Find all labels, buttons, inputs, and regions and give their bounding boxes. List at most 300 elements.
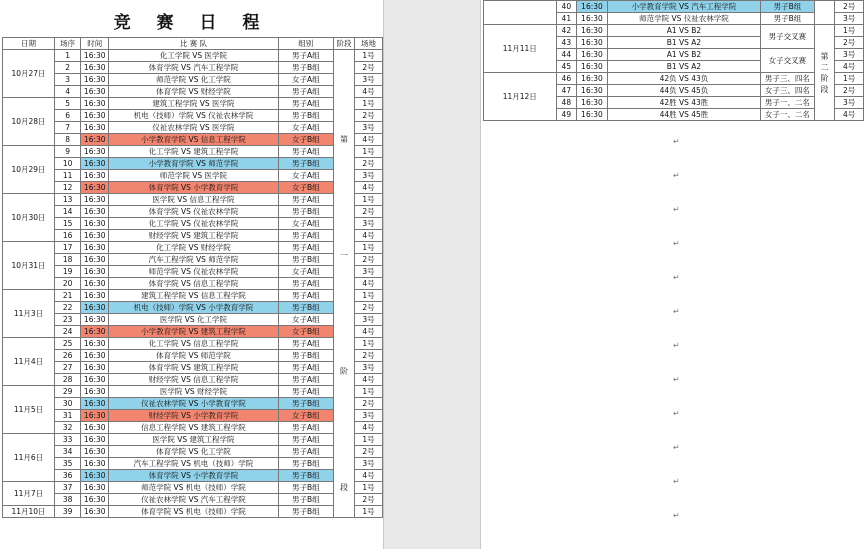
match-court: 4号 xyxy=(355,422,383,434)
match-time: 16:30 xyxy=(81,146,109,158)
stage-label-char: 第 xyxy=(820,51,829,61)
stage-label-char: 阶 xyxy=(820,73,829,83)
match-court: 3号 xyxy=(355,266,383,278)
match-court: 3号 xyxy=(355,170,383,182)
stage-label-char: 第 xyxy=(340,135,348,144)
match-court: 1号 xyxy=(355,194,383,206)
match-court: 1号 xyxy=(355,290,383,302)
match-teams: 师范学院 VS 化工学院 xyxy=(109,74,278,86)
match-time: 16:30 xyxy=(577,109,608,121)
match-group: 男子A组 xyxy=(278,374,333,386)
match-time: 16:30 xyxy=(81,290,109,302)
match-court: 4号 xyxy=(355,86,383,98)
match-number: 30 xyxy=(55,398,81,410)
match-teams: 机电（技师）学院 VS 小学教育学院 xyxy=(109,302,278,314)
match-court: 1号 xyxy=(355,506,383,518)
match-teams: 仪祉农林学院 VS 医学院 xyxy=(109,122,278,134)
match-court: 1号 xyxy=(355,482,383,494)
match-teams: 体育学院 VS 小学教育学院 xyxy=(109,182,278,194)
match-time: 16:30 xyxy=(577,61,608,73)
table-row xyxy=(3,254,383,266)
table-row xyxy=(3,302,383,314)
match-group: 女子B组 xyxy=(278,410,333,422)
paragraph-mark: ↵ xyxy=(673,443,680,452)
match-teams: 机电（技师）学院 VS 仪祉农林学院 xyxy=(109,110,278,122)
stage-label-char: 段 xyxy=(820,84,829,94)
table-row xyxy=(3,290,383,302)
match-number: 9 xyxy=(55,146,81,158)
match-court: 2号 xyxy=(355,158,383,170)
match-time: 16:30 xyxy=(577,1,608,13)
match-group: 男子一、二名 xyxy=(761,97,815,109)
match-group: 男子A组 xyxy=(278,194,333,206)
table-row xyxy=(3,146,383,158)
date-cell: 11月6日 xyxy=(3,434,55,482)
match-number: 2 xyxy=(55,62,81,74)
match-teams: 小学教育学院 VS 汽车工程学院 xyxy=(607,1,760,13)
match-time: 16:30 xyxy=(81,98,109,110)
page-title: 竞 赛 日 程 xyxy=(113,13,270,33)
match-number: 19 xyxy=(55,266,81,278)
match-court: 2号 xyxy=(835,1,864,13)
match-teams: 汽车工程学院 VS 师范学院 xyxy=(109,254,278,266)
match-time: 16:30 xyxy=(81,362,109,374)
match-time: 16:30 xyxy=(81,350,109,362)
match-court: 1号 xyxy=(355,98,383,110)
match-group: 女子B组 xyxy=(278,182,333,194)
match-teams: 财经学院 VS 信息工程学院 xyxy=(109,374,278,386)
date-cell: 11月4日 xyxy=(3,338,55,386)
match-number: 12 xyxy=(55,182,81,194)
table-row xyxy=(3,50,383,62)
match-number: 33 xyxy=(55,434,81,446)
date-cell: 10月30日 xyxy=(3,194,55,242)
match-time: 16:30 xyxy=(81,218,109,230)
match-time: 16:30 xyxy=(577,97,608,109)
match-court: 1号 xyxy=(835,73,864,85)
match-number: 24 xyxy=(55,326,81,338)
table-row xyxy=(3,398,383,410)
match-time: 16:30 xyxy=(81,434,109,446)
match-teams: 财经学院 VS 小学教育学院 xyxy=(109,410,278,422)
paragraph-mark: ↵ xyxy=(673,205,680,214)
table-row xyxy=(3,410,383,422)
match-teams: 体育学院 VS 汽车工程学院 xyxy=(109,62,278,74)
match-group: 男子A组 xyxy=(278,446,333,458)
date-cell: 11月12日 xyxy=(484,73,557,121)
match-time: 16:30 xyxy=(81,302,109,314)
match-teams: 师范学院 VS 机电（技师）学院 xyxy=(109,482,278,494)
match-number: 40 xyxy=(556,1,577,13)
paragraph-mark: ↵ xyxy=(673,137,680,146)
match-time: 16:30 xyxy=(81,494,109,506)
match-time: 16:30 xyxy=(81,74,109,86)
match-group: 男子B组 xyxy=(278,158,333,170)
match-teams: 体育学院 VS 机电（技师）学院 xyxy=(109,506,278,518)
header-match-no: 场序 xyxy=(55,38,81,50)
match-group: 女子三、四名 xyxy=(761,85,815,97)
match-time: 16:30 xyxy=(81,170,109,182)
match-court: 2号 xyxy=(355,254,383,266)
match-teams: 仪祉农林学院 VS 小学教育学院 xyxy=(109,398,278,410)
table-row xyxy=(3,374,383,386)
match-court: 3号 xyxy=(355,362,383,374)
match-time: 16:30 xyxy=(81,266,109,278)
table-row xyxy=(3,338,383,350)
schedule-table xyxy=(2,37,383,518)
match-teams: B1 VS A2 xyxy=(607,61,760,73)
match-group: 男子B组 xyxy=(278,302,333,314)
match-court: 2号 xyxy=(355,494,383,506)
match-court: 3号 xyxy=(355,122,383,134)
match-number: 21 xyxy=(55,290,81,302)
match-number: 5 xyxy=(55,98,81,110)
match-number: 13 xyxy=(55,194,81,206)
stage-label-char: 阶 xyxy=(340,367,348,376)
match-group: 男子A组 xyxy=(278,434,333,446)
match-number: 38 xyxy=(55,494,81,506)
match-number: 36 xyxy=(55,470,81,482)
match-court: 3号 xyxy=(355,314,383,326)
date-cell: 11月7日 xyxy=(3,482,55,506)
header-stage: 阶段 xyxy=(333,38,354,50)
table-row xyxy=(3,458,383,470)
paragraph-mark: ↵ xyxy=(673,409,680,418)
match-teams: 师范学院 VS 医学院 xyxy=(109,170,278,182)
match-number: 7 xyxy=(55,122,81,134)
match-court: 2号 xyxy=(835,37,864,49)
match-group: 男子A组 xyxy=(278,422,333,434)
table-row xyxy=(3,434,383,446)
match-court: 3号 xyxy=(835,49,864,61)
match-time: 16:30 xyxy=(81,134,109,146)
table-row xyxy=(3,206,383,218)
match-teams: 小学教育学院 VS 师范学院 xyxy=(109,158,278,170)
match-teams: 小学教育学院 VS 建筑工程学院 xyxy=(109,326,278,338)
match-number: 39 xyxy=(55,506,81,518)
match-number: 25 xyxy=(55,338,81,350)
table-row xyxy=(3,494,383,506)
match-teams: 建筑工程学院 VS 信息工程学院 xyxy=(109,290,278,302)
header-time: 时间 xyxy=(81,38,109,50)
match-teams: A1 VS B2 xyxy=(607,49,760,61)
table-row xyxy=(3,182,383,194)
date-cell: 11月11日 xyxy=(484,25,557,73)
paragraph-mark: ↵ xyxy=(673,273,680,282)
match-court: 2号 xyxy=(355,206,383,218)
match-number: 22 xyxy=(55,302,81,314)
match-group: 女子A组 xyxy=(278,218,333,230)
match-group: 女子交叉赛 xyxy=(761,49,815,73)
match-number: 11 xyxy=(55,170,81,182)
match-court: 4号 xyxy=(355,374,383,386)
match-number: 3 xyxy=(55,74,81,86)
match-number: 37 xyxy=(55,482,81,494)
match-court: 4号 xyxy=(355,134,383,146)
match-group: 男子B组 xyxy=(761,13,815,25)
match-group: 男子A组 xyxy=(278,278,333,290)
table-row xyxy=(3,194,383,206)
match-group: 男子交叉赛 xyxy=(761,25,815,49)
table-row xyxy=(3,110,383,122)
date-cell: 10月27日 xyxy=(3,50,55,98)
match-number: 41 xyxy=(556,13,577,25)
match-group: 男子B组 xyxy=(278,458,333,470)
match-number: 34 xyxy=(55,446,81,458)
match-number: 28 xyxy=(55,374,81,386)
table-row xyxy=(3,134,383,146)
match-group: 男子B组 xyxy=(278,206,333,218)
table-row xyxy=(484,1,864,13)
table-row xyxy=(3,386,383,398)
match-time: 16:30 xyxy=(81,446,109,458)
match-time: 16:30 xyxy=(81,482,109,494)
match-time: 16:30 xyxy=(81,230,109,242)
match-time: 16:30 xyxy=(81,110,109,122)
match-time: 16:30 xyxy=(81,278,109,290)
table-header-row xyxy=(3,38,383,50)
match-group: 女子A组 xyxy=(278,122,333,134)
match-teams: 体育学院 VS 仪祉农林学院 xyxy=(109,206,278,218)
match-time: 16:30 xyxy=(81,314,109,326)
match-number: 46 xyxy=(556,73,577,85)
match-court: 2号 xyxy=(355,110,383,122)
match-court: 3号 xyxy=(355,458,383,470)
match-number: 17 xyxy=(55,242,81,254)
match-number: 26 xyxy=(55,350,81,362)
match-time: 16:30 xyxy=(81,386,109,398)
table-row xyxy=(3,350,383,362)
header-group: 组别 xyxy=(278,38,333,50)
match-teams: 汽车工程学院 VS 机电（技师）学院 xyxy=(109,458,278,470)
match-number: 4 xyxy=(55,86,81,98)
header-date: 日期 xyxy=(3,38,55,50)
match-court: 2号 xyxy=(355,350,383,362)
table-row xyxy=(3,470,383,482)
match-teams: 化工学院 VS 仪祉农林学院 xyxy=(109,218,278,230)
match-teams: 小学教育学院 VS 信息工程学院 xyxy=(109,134,278,146)
match-number: 48 xyxy=(556,97,577,109)
match-time: 16:30 xyxy=(577,73,608,85)
match-group: 男子B组 xyxy=(278,110,333,122)
match-teams: 建筑工程学院 VS 医学院 xyxy=(109,98,278,110)
paragraph-mark: ↵ xyxy=(673,307,680,316)
match-court: 2号 xyxy=(355,398,383,410)
match-group: 男子A组 xyxy=(278,230,333,242)
match-group: 男子A组 xyxy=(278,50,333,62)
match-teams: 化工学院 VS 医学院 xyxy=(109,50,278,62)
match-time: 16:30 xyxy=(81,338,109,350)
paragraph-mark: ↵ xyxy=(673,511,680,520)
match-court: 3号 xyxy=(835,13,864,25)
schedule-table-continued xyxy=(483,0,864,121)
match-time: 16:30 xyxy=(81,122,109,134)
date-cell: 10月29日 xyxy=(3,146,55,194)
match-court: 1号 xyxy=(355,386,383,398)
paragraph-mark: ↵ xyxy=(673,239,680,248)
match-court: 4号 xyxy=(835,109,864,121)
stage-cell xyxy=(333,50,354,518)
table-row xyxy=(484,25,864,37)
match-teams: B1 VS A2 xyxy=(607,37,760,49)
match-group: 男子B组 xyxy=(761,1,815,13)
match-number: 35 xyxy=(55,458,81,470)
table-row xyxy=(3,314,383,326)
date-cell xyxy=(484,1,557,25)
match-teams: 医学院 VS 化工学院 xyxy=(109,314,278,326)
match-teams: 体育学院 VS 师范学院 xyxy=(109,350,278,362)
match-teams: 医学院 VS 财经学院 xyxy=(109,386,278,398)
match-number: 15 xyxy=(55,218,81,230)
date-cell: 10月28日 xyxy=(3,98,55,146)
match-group: 女子A组 xyxy=(278,266,333,278)
match-time: 16:30 xyxy=(577,85,608,97)
match-teams: 42负 VS 43负 xyxy=(607,73,760,85)
match-court: 2号 xyxy=(355,62,383,74)
match-number: 45 xyxy=(556,61,577,73)
match-court: 4号 xyxy=(355,470,383,482)
stage-cell-blank xyxy=(814,1,834,25)
match-court: 3号 xyxy=(355,410,383,422)
match-teams: 体育学院 VS 财经学院 xyxy=(109,86,278,98)
match-group: 男子A组 xyxy=(278,242,333,254)
match-number: 8 xyxy=(55,134,81,146)
match-number: 31 xyxy=(55,410,81,422)
stage-label-char: 一 xyxy=(340,251,348,260)
match-court: 4号 xyxy=(355,182,383,194)
stage-label-char: 段 xyxy=(340,483,348,492)
table-row xyxy=(3,86,383,98)
match-teams: 信息工程学院 VS 建筑工程学院 xyxy=(109,422,278,434)
match-group: 男子A组 xyxy=(278,362,333,374)
match-time: 16:30 xyxy=(577,37,608,49)
match-teams: A1 VS B2 xyxy=(607,25,760,37)
match-time: 16:30 xyxy=(81,62,109,74)
match-time: 16:30 xyxy=(81,158,109,170)
match-number: 10 xyxy=(55,158,81,170)
table-row xyxy=(3,122,383,134)
match-number: 20 xyxy=(55,278,81,290)
match-time: 16:30 xyxy=(81,254,109,266)
table-row xyxy=(3,170,383,182)
match-number: 27 xyxy=(55,362,81,374)
table-row xyxy=(3,242,383,254)
match-group: 男子B组 xyxy=(278,254,333,266)
match-teams: 医学院 VS 建筑工程学院 xyxy=(109,434,278,446)
table-row xyxy=(3,422,383,434)
match-number: 32 xyxy=(55,422,81,434)
header-teams: 比 赛 队 xyxy=(109,38,278,50)
match-number: 1 xyxy=(55,50,81,62)
match-court: 3号 xyxy=(355,74,383,86)
match-group: 男子B组 xyxy=(278,482,333,494)
match-group: 男子A组 xyxy=(278,338,333,350)
match-group: 女子A组 xyxy=(278,74,333,86)
table-row xyxy=(3,278,383,290)
match-group: 女子B组 xyxy=(278,134,333,146)
match-group: 男子B组 xyxy=(278,398,333,410)
match-time: 16:30 xyxy=(81,194,109,206)
table-row xyxy=(3,74,383,86)
match-group: 男子B组 xyxy=(278,506,333,518)
match-group: 男子B组 xyxy=(278,470,333,482)
match-time: 16:30 xyxy=(577,13,608,25)
match-court: 2号 xyxy=(355,446,383,458)
table-row xyxy=(3,218,383,230)
stage-cell xyxy=(814,25,834,121)
match-number: 18 xyxy=(55,254,81,266)
match-teams: 体育学院 VS 信息工程学院 xyxy=(109,278,278,290)
paragraph-mark: ↵ xyxy=(673,171,680,180)
match-court: 1号 xyxy=(355,50,383,62)
match-time: 16:30 xyxy=(577,25,608,37)
table-row xyxy=(484,73,864,85)
document-page-2 xyxy=(481,0,864,549)
match-court: 3号 xyxy=(835,97,864,109)
match-time: 16:30 xyxy=(577,49,608,61)
match-court: 4号 xyxy=(835,61,864,73)
match-time: 16:30 xyxy=(81,458,109,470)
page-gutter xyxy=(383,0,481,549)
match-teams: 44胜 VS 45胜 xyxy=(607,109,760,121)
match-teams: 化工学院 VS 信息工程学院 xyxy=(109,338,278,350)
match-number: 16 xyxy=(55,230,81,242)
match-court: 4号 xyxy=(355,278,383,290)
match-group: 男子A组 xyxy=(278,98,333,110)
match-teams: 仪祉农林学院 VS 汽车工程学院 xyxy=(109,494,278,506)
match-group: 男子A组 xyxy=(278,290,333,302)
match-court: 2号 xyxy=(355,302,383,314)
table-row xyxy=(3,98,383,110)
match-number: 43 xyxy=(556,37,577,49)
match-time: 16:30 xyxy=(81,422,109,434)
header-court: 场地 xyxy=(355,38,383,50)
match-teams: 财经学院 VS 建筑工程学院 xyxy=(109,230,278,242)
match-court: 3号 xyxy=(355,218,383,230)
match-time: 16:30 xyxy=(81,506,109,518)
table-row xyxy=(3,158,383,170)
match-time: 16:30 xyxy=(81,50,109,62)
date-cell: 11月10日 xyxy=(3,506,55,518)
date-cell: 11月3日 xyxy=(3,290,55,338)
match-teams: 化工学院 VS 财经学院 xyxy=(109,242,278,254)
match-group: 女子A组 xyxy=(278,170,333,182)
match-court: 2号 xyxy=(835,85,864,97)
date-cell: 11月5日 xyxy=(3,386,55,434)
table-row xyxy=(3,362,383,374)
match-time: 16:30 xyxy=(81,242,109,254)
stage-label-char: 二 xyxy=(820,62,829,72)
match-court: 1号 xyxy=(355,434,383,446)
match-teams: 42胜 VS 43胜 xyxy=(607,97,760,109)
match-time: 16:30 xyxy=(81,374,109,386)
match-teams: 体育学院 VS 化工学院 xyxy=(109,446,278,458)
match-number: 49 xyxy=(556,109,577,121)
match-group: 男子A组 xyxy=(278,386,333,398)
match-group: 女子B组 xyxy=(278,326,333,338)
table-row xyxy=(3,482,383,494)
table-row xyxy=(3,266,383,278)
match-number: 47 xyxy=(556,85,577,97)
match-court: 4号 xyxy=(355,230,383,242)
match-court: 4号 xyxy=(355,326,383,338)
match-teams: 体育学院 VS 小学教育学院 xyxy=(109,470,278,482)
match-group: 男子B组 xyxy=(278,494,333,506)
match-number: 29 xyxy=(55,386,81,398)
match-group: 男子A组 xyxy=(278,86,333,98)
match-group: 女子一、二名 xyxy=(761,109,815,121)
match-number: 44 xyxy=(556,49,577,61)
